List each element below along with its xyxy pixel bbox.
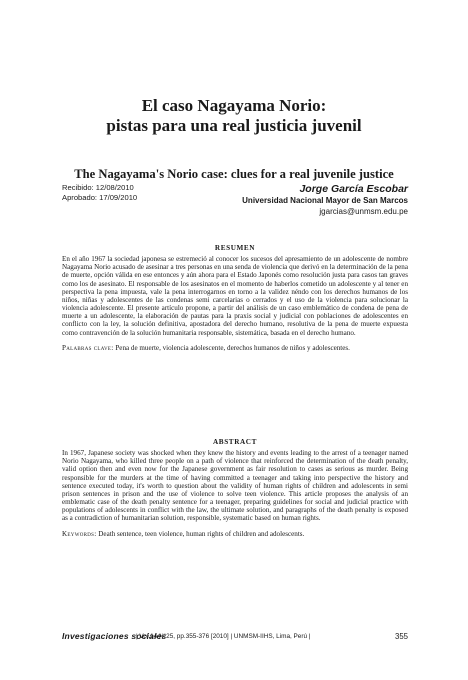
submission-dates (62, 183, 137, 202)
resumen-heading: RESUMEN (214, 244, 256, 252)
resumen-body: En el año 1967 la sociedad japonesa se estremeció al conocer los sucesos del apresamiento de un adolescente de nombre Nagayama Norio acusado de asesinar a tres personas en una senda de violencia que derivó en la determinación de la pena de muerte, opción válida en ese entonces y aún ahora para el Estado Japonés como resolución justa para casos tan graves como los de asesinato. El responsable de los asesinatos en el momento de haberlos cometido un adolescente y al tener en perspectiva la pena impuesta, vale la pena interrogarnos en torno a la validez néndo con los derechos humanos de los niños, niñas y adolescentes de las condenas semi carcelarias o cerrados y el uso de la violencia para solucionar la violencia adolescente. El presente artículo propone, a partir del análisis de un caso emblemático de condena de pena de muerte a un adolescente, la elaboración de pautas para la praxis social y judicial con poblaciones de adolescentes en conflicto con la ley, la solución definitiva, apostadora del derecho humano, resolutiva de la pena de muerte expuesta como contravención de la solución humanitaria responsable, sistemática, basada en el derecho humano. (62, 255, 408, 337)
abstract-keywords-label: Keywords: (62, 529, 97, 538)
article-title-english: The Nagayama's Norio case: clues for a real juvenile justice (74, 167, 394, 181)
title-line-1: El caso Nagayama Norio: (141, 96, 327, 115)
resumen-section (62, 244, 408, 352)
abstract-section (62, 438, 408, 538)
author-name: Jorge García Escobar (299, 183, 408, 195)
approved-date: Aprobado: 17/09/2010 (62, 192, 138, 202)
author-email[interactable]: jgarcias@unmsm.edu.pe (319, 207, 408, 216)
page-footer (62, 631, 408, 643)
journal-name: Investigaciones sociales (62, 631, 167, 641)
issue-info: | Vol.14 N°25, pp.355-376 [2010] | UNMSM-IIHS, Lima, Perú | (136, 633, 311, 640)
received-date: Recibido: 12/08/2010 (62, 183, 134, 192)
author-institution: Universidad Nacional Mayor de San Marcos (242, 196, 408, 205)
author-block (242, 183, 408, 217)
resumen-keywords-text: Pena de muerte, violencia adolescente, derechos humanos de niños y adolescentes. (115, 343, 350, 352)
abstract-keywords (62, 530, 408, 538)
page-number: 355 (394, 632, 408, 641)
article-metadata (62, 183, 408, 228)
article-title-spanish (60, 96, 408, 136)
abstract-body: In 1967, Japanese society was shocked when they knew the history and events leading to the arrest of a teenager named Norio Nagayama, who killed three people on a path of violence that reinforced the determination of the death penalty, valid option then and even now for the Japanese government as fair resolution to cases as serious as murder. Being responsible for the murders at the time of having committed a teenager and taking into perspective the history and sentence executed today, it's worth to question about the validity of human rights of children and adolescents in semi prison sentences in prison and the use of violence to solve teen violence. This article proposes the analysis of an emblematic case of the death penalty sentence for a teenager, preparing guidelines for social and judicial practice with populations of adolescents in conflict with the law, the ultimate solution, and paragraphs of the death penalty is exposed as a contradiction of humanitarian solution, responsible, systematic based on human rights. (62, 449, 408, 523)
title-block (60, 96, 408, 182)
abstract-heading: ABSTRACT (213, 438, 257, 446)
title-line-2: pistas para una real justicia juvenil (106, 116, 362, 135)
resumen-keywords (62, 344, 408, 352)
abstract-keywords-text: Death sentence, teen violence, human rights of children and adolescents. (98, 529, 305, 538)
resumen-keywords-label: Palabras clave: (62, 343, 114, 352)
